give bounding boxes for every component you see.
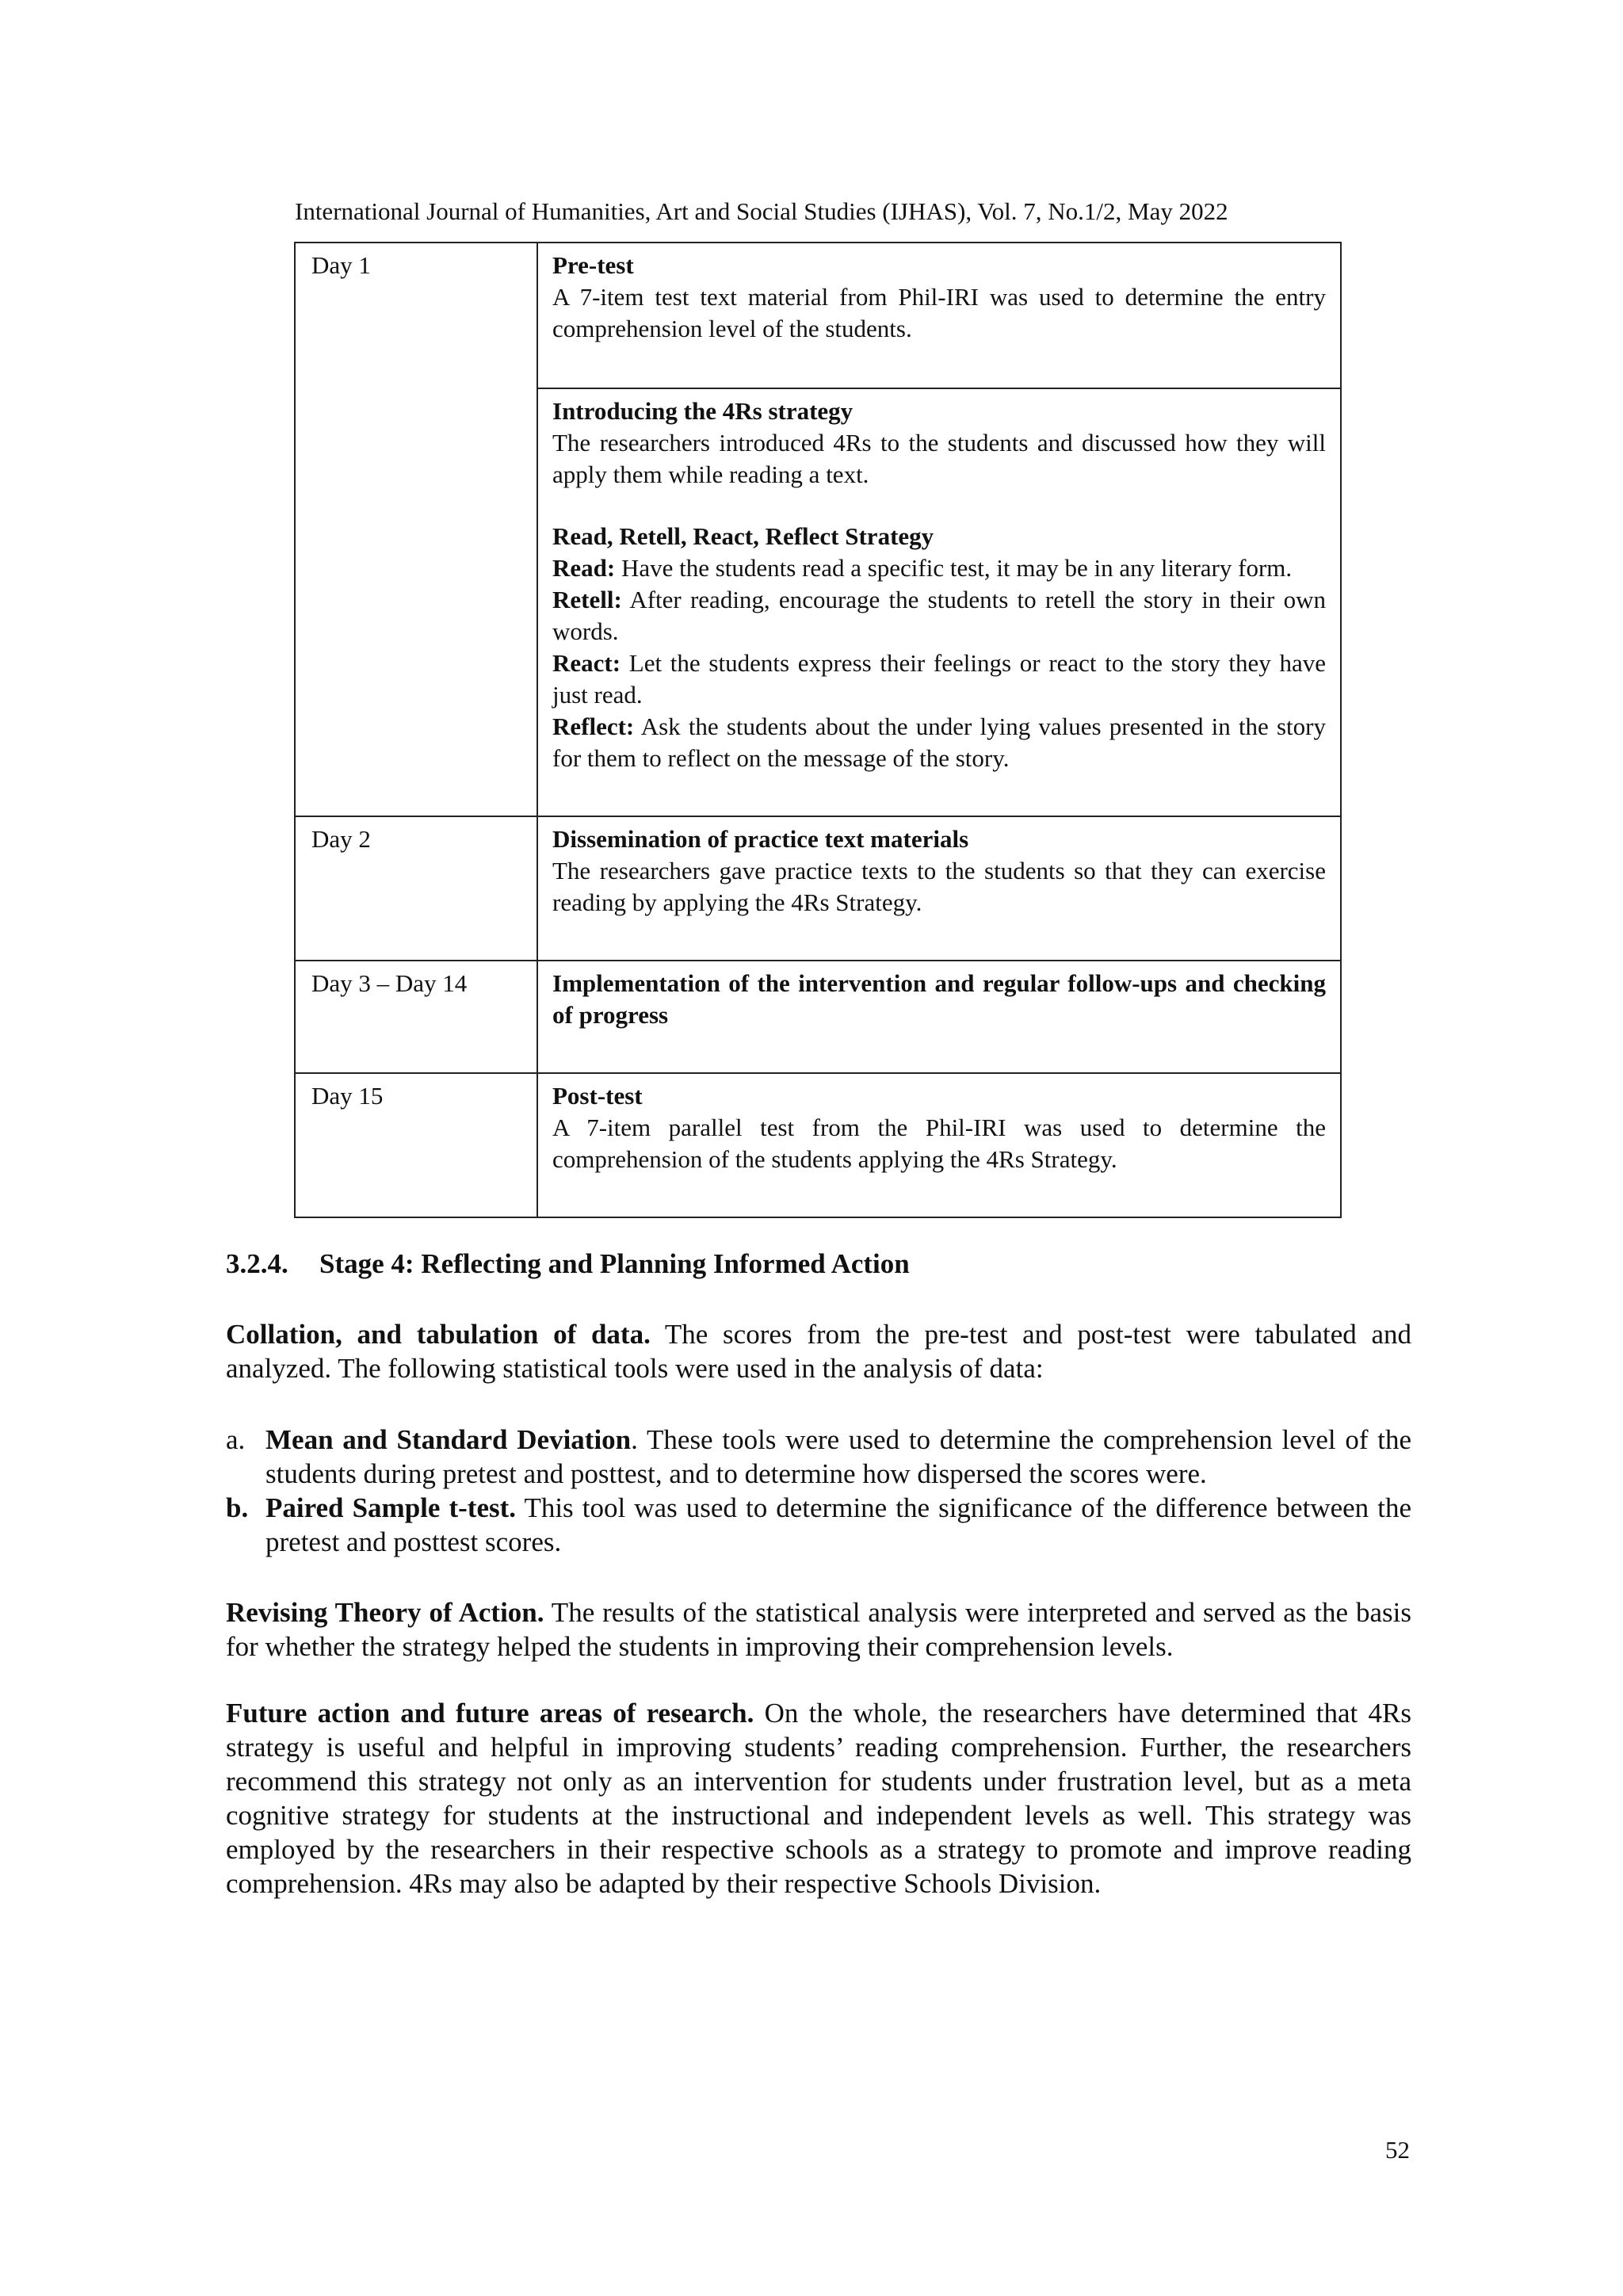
table-row (295, 243, 1341, 388)
activity-title: Post-test (552, 1082, 643, 1110)
table-row (295, 1073, 1341, 1217)
list-item-text (265, 1423, 1411, 1491)
strategy-text: After reading, encourage the students to retell the story in their own words. (552, 586, 1326, 645)
page-number: 52 (1385, 2136, 1410, 2164)
section-title: Stage 4: Reflecting and Planning Informed Action (319, 1248, 910, 1279)
day-cell: Day 15 (295, 1073, 537, 1217)
strategy-item-reflect (552, 711, 1326, 774)
strategy-text: Ask the students about the under lying values presented in the story for them to reflect on the message of the story. (552, 712, 1326, 772)
strategy-text: Have the students read a specific test, it may be in any literary form. (615, 554, 1293, 582)
list-item (226, 1491, 1411, 1559)
list-item-lead: Paired Sample t-test. (265, 1492, 517, 1523)
activity-cell (537, 388, 1341, 816)
activity-title: Introducing the 4Rs strategy (552, 397, 854, 425)
paragraph-lead: Future action and future areas of research. (226, 1698, 754, 1729)
activity-cell (537, 1073, 1341, 1217)
list-item-text (265, 1491, 1411, 1559)
paragraph-text: The results of the statistical analysis were interpreted and served as the basis for whether the strategy helped the students in improving their comprehension levels. (226, 1597, 1411, 1662)
paragraph-text: The scores from the pre-test and post-test were tabulated and analyzed. The following statistical tools were used in the analysis of data: (226, 1319, 1411, 1384)
activity-description: A 7-item parallel test from the Phil-IRI was used to determine the comprehension of the students applying the 4Rs Strategy. (552, 1114, 1326, 1173)
strategy-item-react (552, 648, 1326, 711)
future-action-paragraph (226, 1696, 1411, 1901)
day-cell: Day 2 (295, 816, 537, 961)
statistical-tools-list (226, 1423, 1411, 1559)
strategy-subtitle: Read, Retell, React, Reflect Strategy (552, 522, 934, 550)
collation-paragraph (226, 1317, 1411, 1385)
strategy-label: Read: (552, 554, 616, 582)
paragraph-lead: Collation, and tabulation of data. (226, 1319, 651, 1350)
paragraph-text: On the whole, the researchers have determined that 4Rs strategy is useful and helpful in improving students’ reading comprehension. Further, the researchers recommend this strategy not only as an intervention for students under frustration level, but as a meta cognitive strategy for students at the instructional and independent levels as well. This strategy was employed by the researchers in their respective schools as a strategy to promote and improve reading comprehension. 4Rs may also be adapted by their respective Schools Division. (226, 1698, 1411, 1899)
activity-description: The researchers introduced 4Rs to the students and discussed how they will apply them while reading a text. (552, 429, 1326, 488)
list-item (226, 1423, 1411, 1491)
table-row (295, 961, 1341, 1073)
activity-description: A 7-item test text material from Phil-IRI was used to determine the entry comprehension level of the students. (552, 283, 1326, 342)
activity-cell (537, 816, 1341, 961)
table-row (295, 816, 1341, 961)
strategy-item-retell (552, 584, 1326, 648)
running-header: International Journal of Humanities, Art and Social Studies (IJHAS), Vol. 7, No.1/2, May 2022 (295, 197, 1228, 225)
activity-cell (537, 243, 1341, 388)
day-cell: Day 3 – Day 14 (295, 961, 537, 1073)
intervention-schedule-table (294, 242, 1342, 1218)
revising-paragraph (226, 1595, 1411, 1664)
activity-cell (537, 961, 1341, 1073)
strategy-text: Let the students express their feelings or react to the story they have just read. (552, 649, 1326, 709)
activity-title: Dissemination of practice text materials (552, 825, 969, 853)
day-cell: Day 1 (295, 243, 537, 816)
list-item-body: This tool was used to determine the significance of the difference between the pretest and posttest scores. (265, 1492, 1411, 1557)
strategy-label: Retell: (552, 586, 622, 613)
strategy-label: React: (552, 649, 621, 677)
strategy-label: Reflect: (552, 712, 635, 740)
activity-title: Implementation of the intervention and regular follow-ups and checking of progress (552, 969, 1326, 1029)
list-item-body: . These tools were used to determine the comprehension level of the students during pretest and posttest, and to determine how dispersed the scores were. (265, 1424, 1411, 1489)
paragraph-lead: Revising Theory of Action. (226, 1597, 544, 1628)
list-marker: b. (226, 1492, 249, 1523)
section-number: 3.2.4. (226, 1248, 288, 1279)
list-marker: a. (226, 1424, 246, 1455)
strategy-item-read (552, 552, 1326, 584)
list-item-lead: Mean and Standard Deviation (265, 1424, 632, 1455)
activity-title: Pre-test (552, 251, 634, 279)
section-heading (226, 1247, 910, 1282)
activity-description: The researchers gave practice texts to the students so that they can exercise reading by applying the 4Rs Strategy. (552, 857, 1326, 916)
